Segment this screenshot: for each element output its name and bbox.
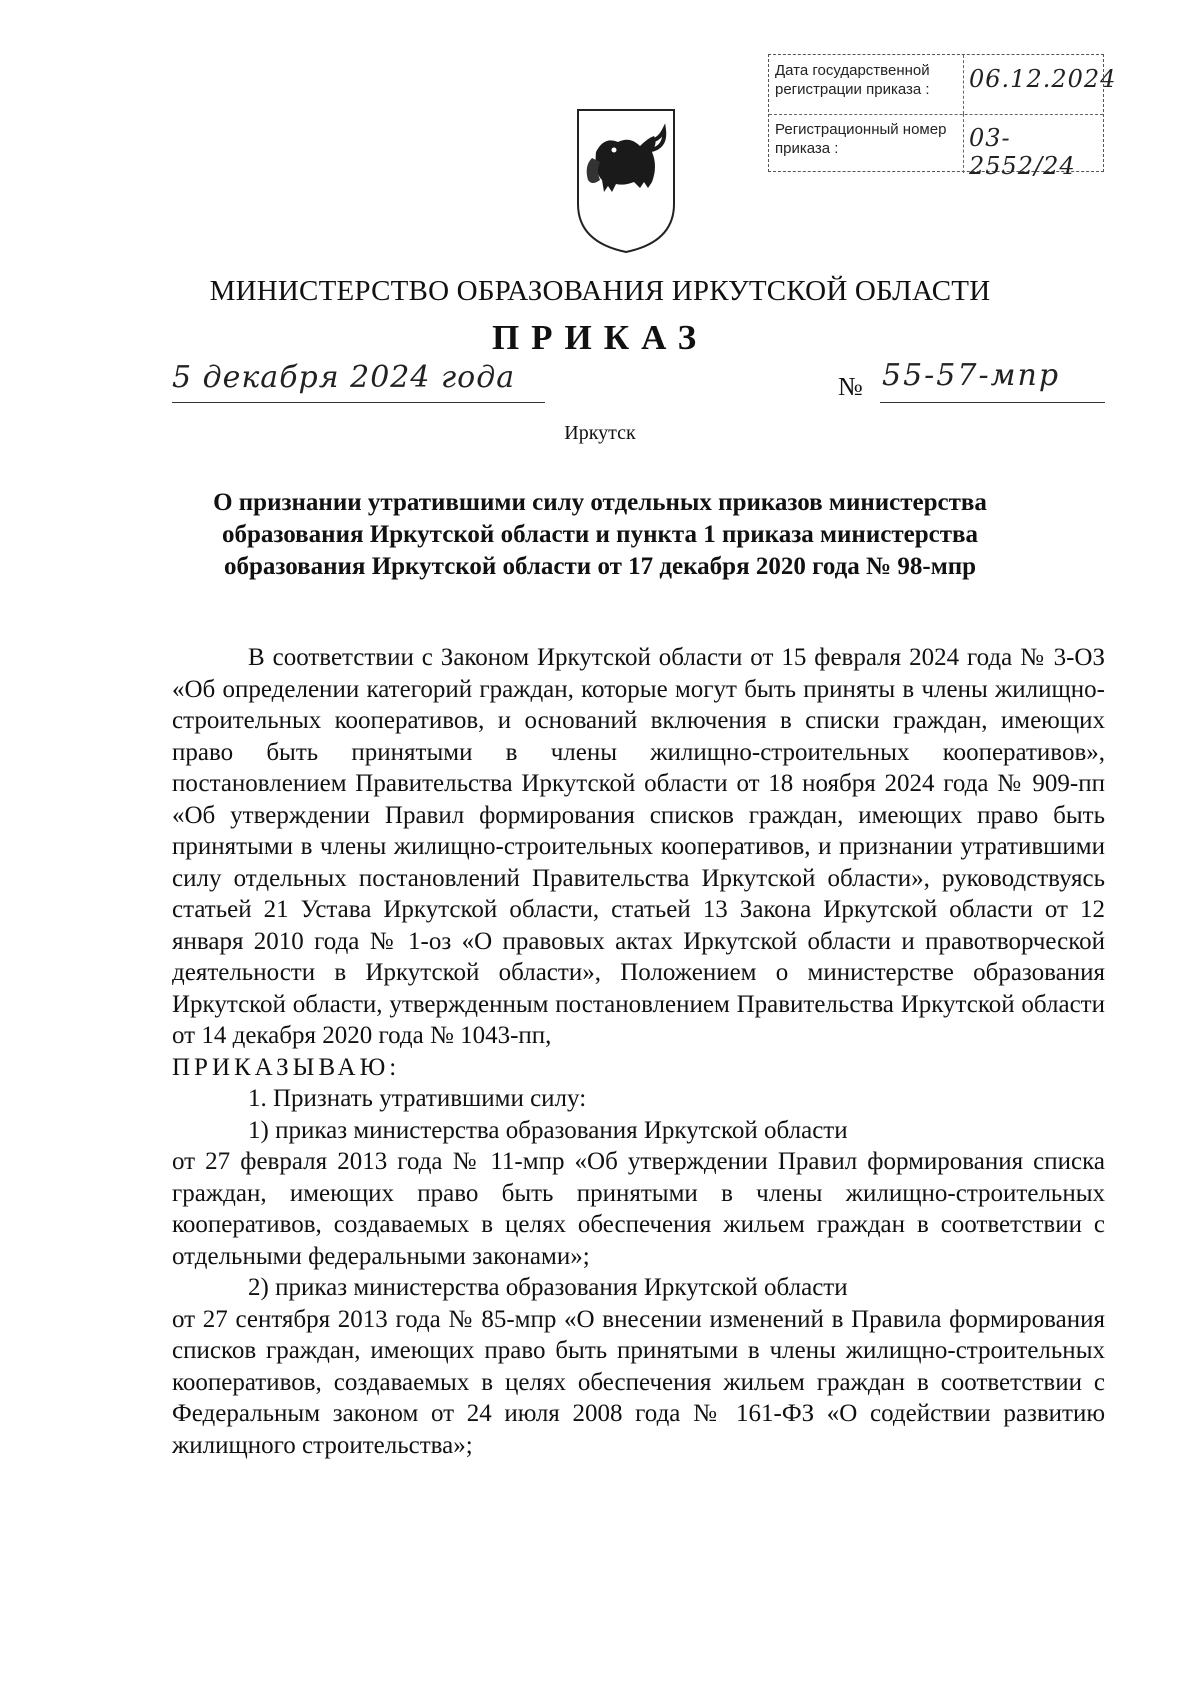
point-1: 1. Признать утратившими силу: (248, 1085, 587, 1112)
stamp-date-value: 06.12.2024 (969, 65, 1117, 93)
city: Иркутск (564, 422, 636, 444)
stamp-row-number (769, 114, 1103, 180)
stamp-row-date (769, 55, 1117, 115)
handwritten-date: 5 декабря 2024 года (172, 360, 516, 395)
registration-stamp (768, 54, 1117, 180)
stamp-number-label: Регистрационный номер приказа : (775, 121, 947, 157)
stamp-divider (963, 55, 964, 114)
number-sign: № (838, 372, 863, 401)
item-1-text: от 27 февраля 2013 года № 11-мпр «Об утверждении Правил формирования списка граждан, имеющих право быть принятыми в члены жилищно-строительных кооперативов, создаваемых в целях обеспечения жильем граждан в соответствии с отдельными федеральными законами»; (172, 1148, 1105, 1270)
stamp-number-value: 03-2552/24 (969, 124, 1076, 180)
number-underline (880, 402, 1105, 403)
document-title: О признании утратившими силу отдельных приказов министерства образования Иркутской области и пункта 1 приказа министерства образования Иркутской области от 17 декабря 2020 года № 98-мпр (213, 489, 987, 580)
document-body (172, 642, 1105, 1461)
decree-word: ПРИКАЗЫВАЮ: (172, 1053, 401, 1081)
item-2-text: от 27 сентября 2013 года № 85-мпр «О внесении изменений в Правила формирования списков граждан, имеющих право быть принятыми в члены жилищно-строительных кооперативов, создаваемых в целях обеспечения жильем граждан в соответствии с Федеральным законом от 24 июля 2008 года № 161-ФЗ «О содействии развитию жилищного строительства»; (172, 1305, 1105, 1459)
handwritten-number: 55-57-мпр (882, 358, 1061, 393)
item-1-heading: 1) приказ министерства образования Иркутской области (248, 1116, 848, 1144)
document-type: ПРИКАЗ (491, 318, 709, 357)
stamp-date-label: Дата государственной регистрации приказа : (775, 62, 930, 98)
stamp-divider (963, 114, 964, 173)
item-2-heading: 2) приказ министерства образования Иркутской области (248, 1274, 848, 1301)
irkutsk-coat-of-arms-icon (574, 106, 678, 254)
date-underline (172, 402, 545, 403)
ministry-name: МИНИСТЕРСТВО ОБРАЗОВАНИЯ ИРКУТСКОЙ ОБЛАСТИ (209, 275, 991, 307)
preamble-paragraph: В соответствии с Законом Иркутской области от 15 февраля 2024 года № 3-ОЗ «Об определении категорий граждан, которые могут быть приняты в члены жилищно-строительных кооперативов, и оснований включения в списки граждан, имеющих право быть принятыми в члены жилищно-строительных кооперативов», постановлением Правительства Иркутской области от 18 ноября 2024 года № 909-пп «Об утверждении Правил формирования списков граждан, имеющих право быть принятыми в члены жилищно-строительных кооперативов, и признании утратившими силу отдельных постановлений Правительства Иркутской области», руководствуясь статьей 21 Устава Иркутской области, статьей 13 Закона Иркутской области от 12 января 2010 года № 1-оз «О правовых актах Иркутской области и правотворческой деятельности в Иркутской области», Положением о министерстве образования Иркутской области, утвержденным постановлением Правительства Иркутской области от 14 декабря 2020 года № 1043-пп, (172, 644, 1105, 1049)
